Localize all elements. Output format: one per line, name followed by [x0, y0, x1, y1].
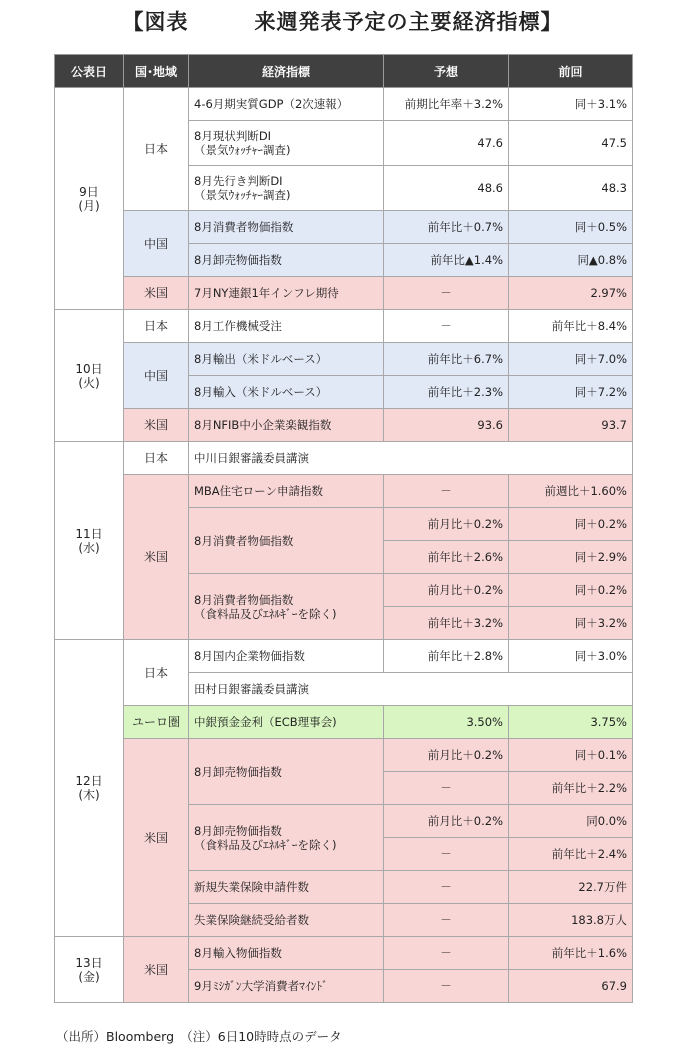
date-cell: 11日 (水)	[55, 442, 124, 640]
forecast-cell: －	[384, 970, 509, 1003]
date-cell: 9日 (月)	[55, 88, 124, 310]
indicator-cell: 8月輸出（米ドルベース）	[189, 343, 384, 376]
previous-cell: 同＋3.1%	[509, 88, 633, 121]
forecast-cell: 前年比＋3.2%	[384, 607, 509, 640]
table-row	[55, 310, 633, 343]
table-row	[55, 88, 633, 121]
forecast-cell: 3.50%	[384, 706, 509, 739]
region-cell: 日本	[124, 640, 189, 706]
header-date: 公表日	[55, 55, 124, 88]
forecast-cell: －	[384, 904, 509, 937]
indicator-cell: 8月卸売物価指数	[189, 739, 384, 805]
previous-cell: 前年比＋2.2%	[509, 772, 633, 805]
indicator-cell: 8月消費者物価指数	[189, 211, 384, 244]
forecast-cell: 前期比年率＋3.2%	[384, 88, 509, 121]
forecast-cell: 前年比＋2.8%	[384, 640, 509, 673]
previous-cell: 同＋7.2%	[509, 376, 633, 409]
header-region: 国･地域	[124, 55, 189, 88]
forecast-cell: 93.6	[384, 409, 509, 442]
previous-cell: 同＋3.0%	[509, 640, 633, 673]
previous-cell: 2.97%	[509, 277, 633, 310]
indicator-cell: 8月消費者物価指数 （食料品及びｴﾈﾙｷﾞｰを除く)	[189, 574, 384, 640]
region-cell: 日本	[124, 88, 189, 211]
indicator-cell: 8月現状判断DI （景気ｳｫｯﾁｬｰ調査)	[189, 121, 384, 166]
previous-cell: 22.7万件	[509, 871, 633, 904]
forecast-cell: －	[384, 475, 509, 508]
previous-cell: 前年比＋8.4%	[509, 310, 633, 343]
table-row	[55, 211, 633, 244]
forecast-cell: 前月比＋0.2%	[384, 805, 509, 838]
previous-cell: 前年比＋1.6%	[509, 937, 633, 970]
previous-cell: 前年比＋2.4%	[509, 838, 633, 871]
table-row	[55, 706, 633, 739]
forecast-cell: 前月比＋0.2%	[384, 574, 509, 607]
previous-cell: 3.75%	[509, 706, 633, 739]
previous-cell: 同＋7.0%	[509, 343, 633, 376]
indicator-cell: 8月工作機械受注	[189, 310, 384, 343]
date-cell: 10日 (火)	[55, 310, 124, 442]
region-cell: ユーロ圏	[124, 706, 189, 739]
indicator-cell: 9月ﾐｼｶﾞﾝ大学消費者ﾏｲﾝﾄﾞ	[189, 970, 384, 1003]
forecast-cell: －	[384, 838, 509, 871]
forecast-cell: 前月比＋0.2%	[384, 508, 509, 541]
indicator-cell: MBA住宅ローン申請指数	[189, 475, 384, 508]
previous-cell: 同＋0.2%	[509, 574, 633, 607]
forecast-cell: －	[384, 310, 509, 343]
forecast-cell: －	[384, 937, 509, 970]
previous-cell: 48.3	[509, 166, 633, 211]
region-cell: 米国	[124, 739, 189, 937]
indicator-cell: 中銀預金金利（ECB理事会)	[189, 706, 384, 739]
indicator-cell: 新規失業保険申請件数	[189, 871, 384, 904]
table-row	[55, 409, 633, 442]
header-previous: 前回	[509, 55, 633, 88]
previous-cell: 同＋2.9%	[509, 541, 633, 574]
indicator-cell: 4-6月期実質GDP（2次速報）	[189, 88, 384, 121]
indicator-cell: 8月卸売物価指数	[189, 244, 384, 277]
indicator-cell: 8月卸売物価指数 （食料品及びｴﾈﾙｷﾞｰを除く)	[189, 805, 384, 871]
previous-cell: 47.5	[509, 121, 633, 166]
indicator-cell: 中川日銀審議委員講演	[189, 442, 633, 475]
previous-cell: 同0.0%	[509, 805, 633, 838]
region-cell: 日本	[124, 442, 189, 475]
region-cell: 米国	[124, 937, 189, 1003]
previous-cell: 同＋0.2%	[509, 508, 633, 541]
indicator-cell: 7月NY連銀1年インフレ期待	[189, 277, 384, 310]
previous-cell: 前週比＋1.60%	[509, 475, 633, 508]
previous-cell: 同▲0.8%	[509, 244, 633, 277]
indicator-cell: 8月先行き判断DI （景気ｳｫｯﾁｬｰ調査)	[189, 166, 384, 211]
forecast-cell: 前年比＋2.3%	[384, 376, 509, 409]
header-forecast: 予想	[384, 55, 509, 88]
forecast-cell: －	[384, 277, 509, 310]
region-cell: 米国	[124, 475, 189, 640]
forecast-cell: 前年比＋6.7%	[384, 343, 509, 376]
table-row	[55, 343, 633, 376]
forecast-cell: 前年比▲1.4%	[384, 244, 509, 277]
region-cell: 日本	[124, 310, 189, 343]
table-row	[55, 277, 633, 310]
previous-cell: 93.7	[509, 409, 633, 442]
page-title: 【図表 来週発表予定の主要経済指標】	[122, 10, 563, 34]
source-note: （出所）Bloomberg （注）6日10時時点のデータ	[56, 1029, 342, 1044]
date-cell: 12日 (木)	[55, 640, 124, 937]
region-cell: 米国	[124, 409, 189, 442]
previous-cell: 183.8万人	[509, 904, 633, 937]
indicator-cell: 8月輸入（米ドルベース）	[189, 376, 384, 409]
forecast-cell: －	[384, 871, 509, 904]
table-row	[55, 442, 633, 475]
table-row	[55, 937, 633, 970]
forecast-cell: 48.6	[384, 166, 509, 211]
region-cell: 中国	[124, 343, 189, 409]
region-cell: 米国	[124, 277, 189, 310]
date-cell: 13日 (金)	[55, 937, 124, 1003]
previous-cell: 同＋0.1%	[509, 739, 633, 772]
table-row	[55, 739, 633, 772]
indicator-cell: 8月消費者物価指数	[189, 508, 384, 574]
previous-cell: 67.9	[509, 970, 633, 1003]
forecast-cell: 前年比＋2.6%	[384, 541, 509, 574]
indicator-cell: 田村日銀審議委員講演	[189, 673, 633, 706]
forecast-cell: 前月比＋0.2%	[384, 739, 509, 772]
table-row	[55, 475, 633, 508]
table-row	[55, 640, 633, 673]
forecast-cell: 前年比＋0.7%	[384, 211, 509, 244]
indicator-cell: 8月NFIB中小企業楽観指数	[189, 409, 384, 442]
region-cell: 中国	[124, 211, 189, 277]
indicator-cell: 8月輸入物価指数	[189, 937, 384, 970]
indicator-cell: 失業保険継続受給者数	[189, 904, 384, 937]
economic-indicators-table	[54, 54, 633, 1003]
indicator-cell: 8月国内企業物価指数	[189, 640, 384, 673]
previous-cell: 同＋0.5%	[509, 211, 633, 244]
forecast-cell: 47.6	[384, 121, 509, 166]
table-header-row	[55, 55, 633, 88]
previous-cell: 同＋3.2%	[509, 607, 633, 640]
forecast-cell: －	[384, 772, 509, 805]
header-indicator: 経済指標	[189, 55, 384, 88]
